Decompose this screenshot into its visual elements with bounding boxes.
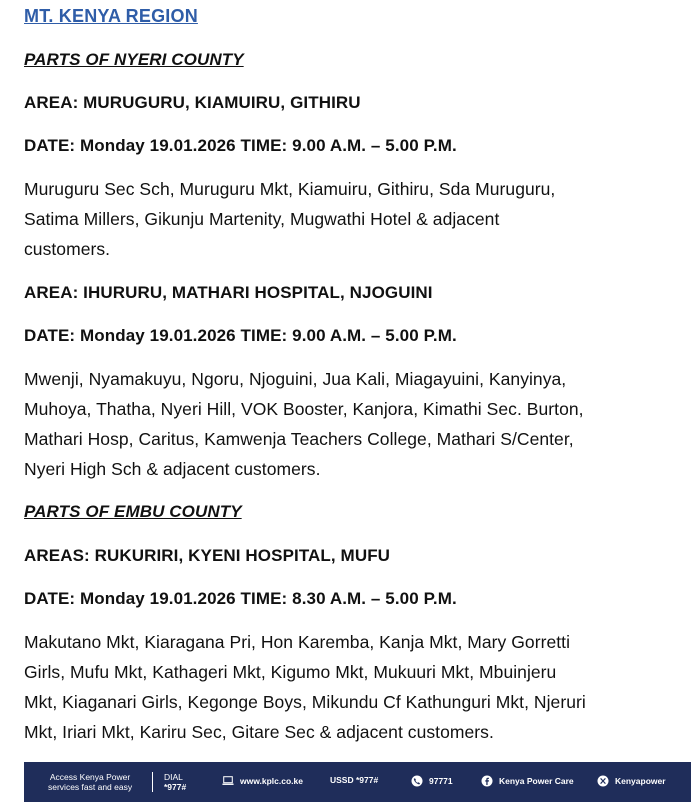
facebook-icon (481, 775, 493, 787)
facebook-text: Kenya Power Care (499, 776, 574, 786)
tagline-line: services fast and easy (48, 782, 133, 792)
county-heading-nyeri: PARTS OF NYERI COUNTY (24, 50, 244, 69)
laptop-icon (222, 775, 234, 787)
paragraph-line: Nyeri High Sch & adjacent customers. (24, 459, 321, 479)
area-heading: AREA: MURUGURU, KIAMUIRU, GITHIRU (24, 93, 361, 112)
phone-icon (411, 775, 423, 787)
dial-label: DIAL (164, 772, 183, 782)
x-link[interactable] (597, 775, 666, 787)
county-heading-embu: PARTS OF EMBU COUNTY (24, 502, 242, 521)
footer-dial (164, 772, 186, 792)
affected-areas-paragraph (24, 364, 664, 484)
ussd-text: USSD *977# (330, 775, 379, 785)
paragraph-line: customers. (24, 239, 111, 259)
x-icon (597, 775, 609, 787)
facebook-link[interactable] (481, 775, 574, 787)
paragraph-line: Mathari Hosp, Caritus, Kamwenja Teachers College, Mathari S/Center, (24, 429, 574, 449)
paragraph-line: Makutano Mkt, Kiaragana Pri, Hon Karemba, Kanja Mkt, Mary Gorretti (24, 632, 571, 652)
affected-areas-paragraph (24, 627, 664, 747)
footer-divider (152, 772, 153, 792)
x-text: Kenyapower (615, 776, 666, 786)
area-heading: AREAS: RUKURIRI, KYENI HOSPITAL, MUFU (24, 546, 391, 565)
tagline-line: Access Kenya Power (49, 772, 131, 782)
region-title: MT. KENYA REGION (24, 6, 198, 26)
phone-text: 97771 (429, 776, 453, 786)
paragraph-line: Muruguru Sec Sch, Muruguru Mkt, Kiamuiru, Githiru, Sda Muruguru, (24, 179, 556, 199)
website-text: www.kplc.co.ke (240, 776, 303, 786)
date-heading: DATE: Monday 19.01.2026 TIME: 9.00 A.M. – 5.00 P.M. (24, 326, 457, 345)
sms-info (411, 775, 453, 787)
paragraph-line: Muhoya, Thatha, Nyeri Hill, VOK Booster, Kanjora, Kimathi Sec. Burton, (24, 399, 584, 419)
area-heading: AREA: IHURURU, MATHARI HOSPITAL, NJOGUINI (24, 283, 433, 302)
affected-areas-paragraph (24, 174, 664, 264)
dial-code: *977# (164, 782, 187, 792)
paragraph-line: Mkt, Iriari Mkt, Kariru Sec, Gitare Sec & adjacent customers. (24, 722, 494, 742)
ussd-info (330, 775, 378, 785)
footer-tagline (48, 772, 132, 792)
paragraph-line: Satima Millers, Gikunju Martenity, Mugwathi Hotel & adjacent (24, 209, 500, 229)
footer-banner (24, 762, 691, 802)
date-heading: DATE: Monday 19.01.2026 TIME: 9.00 A.M. – 5.00 P.M. (24, 136, 457, 155)
paragraph-line: Mkt, Kiaganari Girls, Kegonge Boys, Mikundu Cf Kathunguri Mkt, Njeruri (24, 692, 586, 712)
date-heading: DATE: Monday 19.01.2026 TIME: 8.30 A.M. – 5.00 P.M. (24, 589, 457, 608)
website-link[interactable] (222, 775, 303, 787)
paragraph-line: Girls, Mufu Mkt, Kathageri Mkt, Kigumo Mkt, Mukuuri Mkt, Mbuinjeru (24, 662, 557, 682)
paragraph-line: Mwenji, Nyamakuyu, Ngoru, Njoguini, Jua Kali, Miagayuini, Kanyinya, (24, 369, 567, 389)
